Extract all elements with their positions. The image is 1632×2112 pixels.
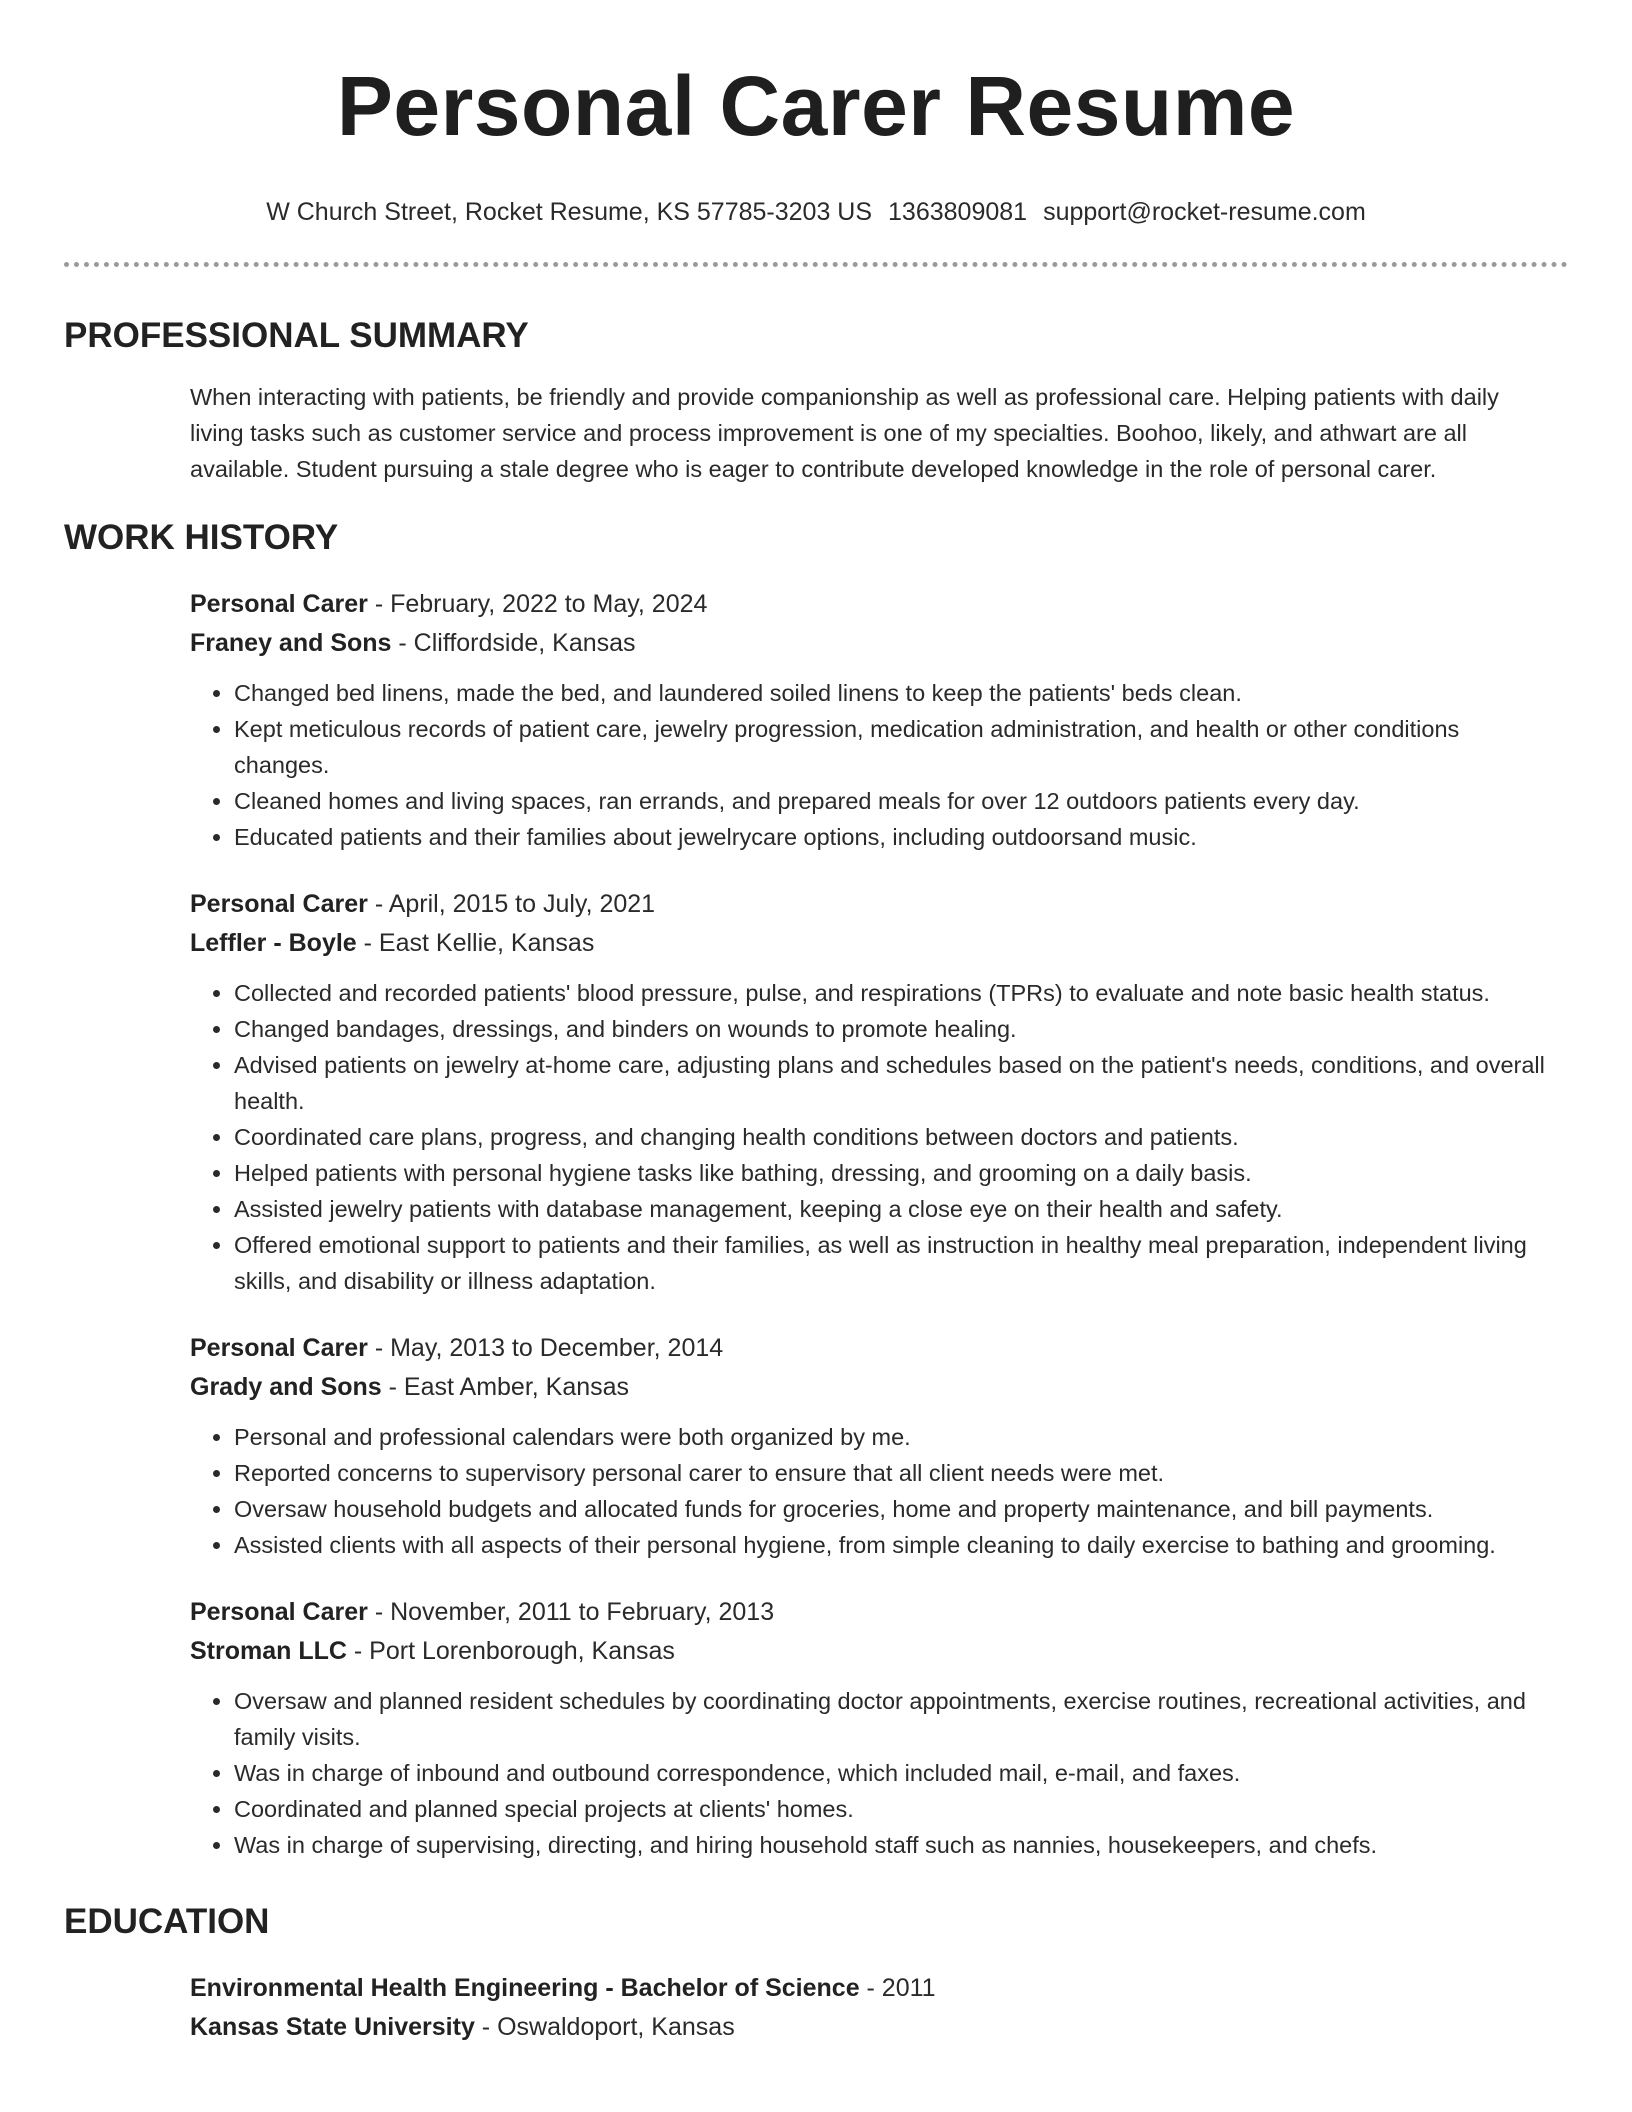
- job-company-line: [190, 1368, 1548, 1407]
- education-school-line: [190, 2008, 1548, 2047]
- job-duty: • Was in charge of inbound and outbound correspondence, which included mail, e-mail, and faxes.: [234, 1755, 1548, 1791]
- summary-heading: PROFESSIONAL SUMMARY: [64, 316, 529, 355]
- job-company-line: [190, 1632, 1548, 1671]
- job-duties-list: [190, 1419, 1548, 1563]
- education-school: Kansas State University: [190, 2013, 475, 2041]
- job-duty: • Offered emotional support to patients and their families, as well as instruction in healthy meal preparation, independent living skills, and disability or illness adaptation.: [234, 1227, 1548, 1299]
- education-entry: [190, 1969, 1548, 2047]
- job-entry: [190, 1593, 1548, 1863]
- job-title: Personal Carer: [190, 890, 368, 918]
- job-duty: • Changed bed linens, made the bed, and laundered soiled linens to keep the patients' beds clean.: [234, 675, 1548, 711]
- job-entry: [190, 885, 1548, 1299]
- job-company-line: [190, 624, 1548, 663]
- contact-phone: 1363809081: [888, 198, 1028, 226]
- job-dates: - April, 2015 to July, 2021: [367, 890, 656, 918]
- education-section: [190, 1969, 1548, 2047]
- job-duty: • Reported concerns to supervisory personal carer to ensure that all client needs were met.: [234, 1455, 1548, 1491]
- job-company: Franey and Sons: [190, 629, 392, 657]
- job-title: Personal Carer: [190, 1598, 368, 1626]
- job-duty: • Coordinated and planned special projects at clients' homes.: [234, 1791, 1548, 1827]
- education-location: - Oswaldoport, Kansas: [474, 2013, 735, 2041]
- job-duty: • Changed bandages, dressings, and binders on wounds to promote healing.: [234, 1011, 1548, 1047]
- job-duty: • Assisted clients with all aspects of their personal hygiene, from simple cleaning to daily exercise to bathing and grooming.: [234, 1527, 1548, 1563]
- job-duty: • Assisted jewelry patients with database management, keeping a close eye on their health and safety.: [234, 1191, 1548, 1227]
- job-title: Personal Carer: [190, 1334, 368, 1362]
- job-company: Stroman LLC: [190, 1637, 347, 1665]
- job-title: Personal Carer: [190, 590, 368, 618]
- job-entry: [190, 1329, 1548, 1563]
- job-duty: • Personal and professional calendars were both organized by me.: [234, 1419, 1548, 1455]
- education-degree: Environmental Health Engineering - Bachelor of Science: [190, 1974, 860, 2002]
- header-divider: [64, 262, 1568, 267]
- job-entry: [190, 585, 1548, 855]
- work-history-heading: WORK HISTORY: [64, 518, 339, 557]
- job-duty: • Coordinated care plans, progress, and changing health conditions between doctors and patients.: [234, 1119, 1548, 1155]
- job-duty: • Kept meticulous records of patient care, jewelry progression, medication administration, and health or other conditions changes.: [234, 711, 1548, 783]
- job-title-line: [190, 885, 1548, 924]
- job-duties-list: [190, 675, 1548, 855]
- job-duty: • Oversaw and planned resident schedules by coordinating doctor appointments, exercise routines, recreational activities, and family visits.: [234, 1683, 1548, 1755]
- job-title-line: [190, 1329, 1548, 1368]
- job-duty: • Educated patients and their families about jewelrycare options, including outdoorsand music.: [234, 819, 1548, 855]
- job-duty: • Advised patients on jewelry at-home care, adjusting plans and schedules based on the patient's needs, conditions, and overall health.: [234, 1047, 1548, 1119]
- resume-title: Personal Carer Resume: [336, 59, 1296, 153]
- job-location: - East Amber, Kansas: [381, 1373, 630, 1401]
- job-duty: • Was in charge of supervising, directing, and hiring household staff such as nannies, housekeepers, and chefs.: [234, 1827, 1548, 1863]
- contact-email: support@rocket-resume.com: [1043, 198, 1366, 226]
- job-company: Grady and Sons: [190, 1373, 382, 1401]
- job-duty: • Cleaned homes and living spaces, ran errands, and prepared meals for over 12 outdoors patients every day.: [234, 783, 1548, 819]
- job-location: - East Kellie, Kansas: [356, 929, 595, 957]
- work-history-section: [190, 585, 1548, 1863]
- contact-line: [64, 196, 1568, 228]
- job-duties-list: [190, 975, 1548, 1299]
- job-duty: • Collected and recorded patients' blood pressure, pulse, and respirations (TPRs) to evaluate and note basic health status.: [234, 975, 1548, 1011]
- summary-text: When interacting with patients, be friendly and provide companionship as well as professional care. Helping patients with daily living tasks such as customer service and process improvement is one of my specialties. Boohoo, likely, and athwart are all available. Student pursuing a stale degree who is eager to contribute developed knowledge in the role of personal carer.: [190, 384, 1499, 482]
- job-dates: - November, 2011 to February, 2013: [367, 1598, 775, 1626]
- job-dates: - February, 2022 to May, 2024: [367, 590, 708, 618]
- job-dates: - May, 2013 to December, 2014: [367, 1334, 724, 1362]
- education-year: - 2011: [859, 1974, 936, 2002]
- job-duty: • Oversaw household budgets and allocated funds for groceries, home and property maintenance, and bill payments.: [234, 1491, 1548, 1527]
- contact-address: W Church Street, Rocket Resume, KS 57785-3203 US: [266, 198, 873, 226]
- job-title-line: [190, 585, 1548, 624]
- job-company: Leffler - Boyle: [190, 929, 357, 957]
- job-location: - Port Lorenborough, Kansas: [346, 1637, 675, 1665]
- job-title-line: [190, 1593, 1548, 1632]
- education-heading: EDUCATION: [64, 1902, 270, 1941]
- job-location: - Cliffordside, Kansas: [391, 629, 636, 657]
- education-degree-line: [190, 1969, 1548, 2008]
- job-duties-list: [190, 1683, 1548, 1863]
- job-company-line: [190, 924, 1548, 963]
- summary-section: [190, 379, 1548, 487]
- job-duty: • Helped patients with personal hygiene tasks like bathing, dressing, and grooming on a daily basis.: [234, 1155, 1548, 1191]
